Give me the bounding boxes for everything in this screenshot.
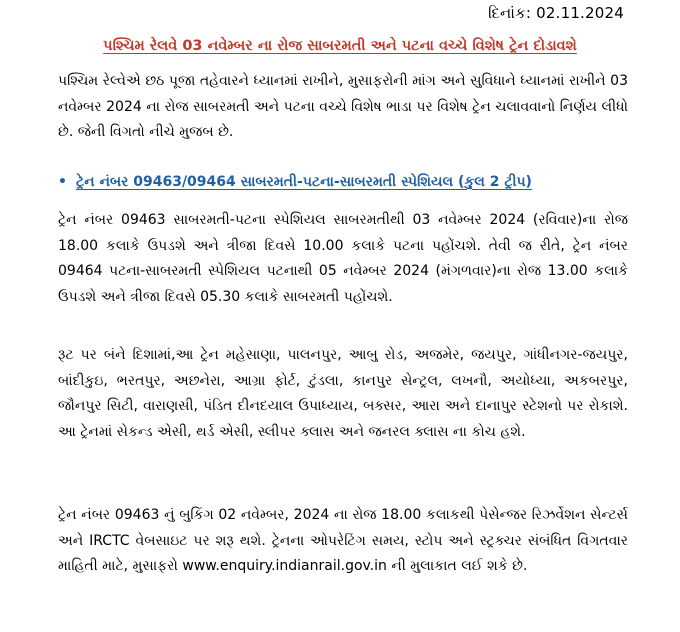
train-heading [58, 174, 532, 190]
release-title: પશ્ચિમ રેલવે 03 નવેમ્બર ના રોજ સાબરમતી અને પટના વચ્ચે વિશેષ ટ્રેન દોડાવશે [103, 38, 577, 54]
train-heading-text: ટ્રેન નંબર 09463/09464 સાબરમતી-પટના-સાબરમતી સ્પેશિયલ (કુલ 2 ટ્રીપ) [76, 174, 532, 190]
schedule-paragraph: ટ્રેન નંબર 09463 સાબરમતી-પટના સ્પેશિયલ સાબરમતીથી 03 નવેમ્બર 2024 (રવિવાર)ના રોજ 18.00 કલાકે ઉપડશે અને ત્રીજા દિવસે 10.00 કલાકે પટના પહોંચશે. તેવી જ રીતે, ટ્રેન નંબર 09464 પટના-સાબરમતી સ્પેશિયલ પટનાથી 05 નવેમ્બર 2024 (મંગળવાર)ના રોજ 13.00 કલાકે ઉપડશે અને ત્રીજા દિવસે 05.30 કલાકે સાબરમતી પહોંચશે. [58, 212, 628, 305]
bullet-icon: • [58, 174, 67, 190]
release-date: દિનાંક: 02.11.2024 [488, 4, 624, 22]
booking-paragraph: ટ્રેન નંબર 09463 નું બુકિંગ 02 નવેમ્બર, 2024 ના રોજ 18.00 કલાકથી પેસેન્જર રિઝર્વેશન સેન્ટર્સ અને IRCTC વેબસાઇટ પર શરૂ થશે. ટ્રેનના ઓપરેટિંગ સમય, સ્ટોપ અને સ્ટ્રક્ચર સંબંધિત વિગતવાર માહિતી માટે, મુસાફરો www.enquiry.indianrail.gov.in ની મુલાકાત લઈ શકે છે. [58, 507, 628, 574]
route-paragraph: રૂટ પર બંને દિશામાં,આ ટ્રેન મહેસાણા, પાલનપુર, આબુ રોડ, અજમેર, જયપુર, ગાંધીનગર-જયપુર, બાંદીકુઇ, ભરતપુર, અછનેરા, આગ્રા ફોર્ટ, ટુંડલા, કાનપુર સેન્ટ્રલ, લખનૌ, અયોધ્યા, અકબરપુર, જૌનપુર સિટી, વારાણસી, પંડિત દીનદયાલ ઉપાધ્યાય, બક્સર, આરા અને દાનાપુર સ્ટેશનો પર રોકાશે. આ ટ્રેનમાં સેકન્ડ એસી, થર્ડ એસી, સ્લીપર ક્લાસ અને જનરલ ક્લાસ ના કોચ હશે. [58, 347, 628, 440]
intro-paragraph: પશ્ચિમ રેલ્વેએ છઠ પૂજા તહેવારને ધ્યાનમાં રાખીને, મુસાફરોની માંગ અને સુવિધાને ધ્યાનમાં રાખીને 03 નવેમ્બર 2024 ના રોજ સાબરમતી અને પટના વચ્ચે વિશેષ ભાડા પર વિશેષ ટ્રેન ચલાવવાનો નિર્ણય લીધો છે. જેની વિગતો નીચે મુજબ છે. [58, 73, 628, 140]
